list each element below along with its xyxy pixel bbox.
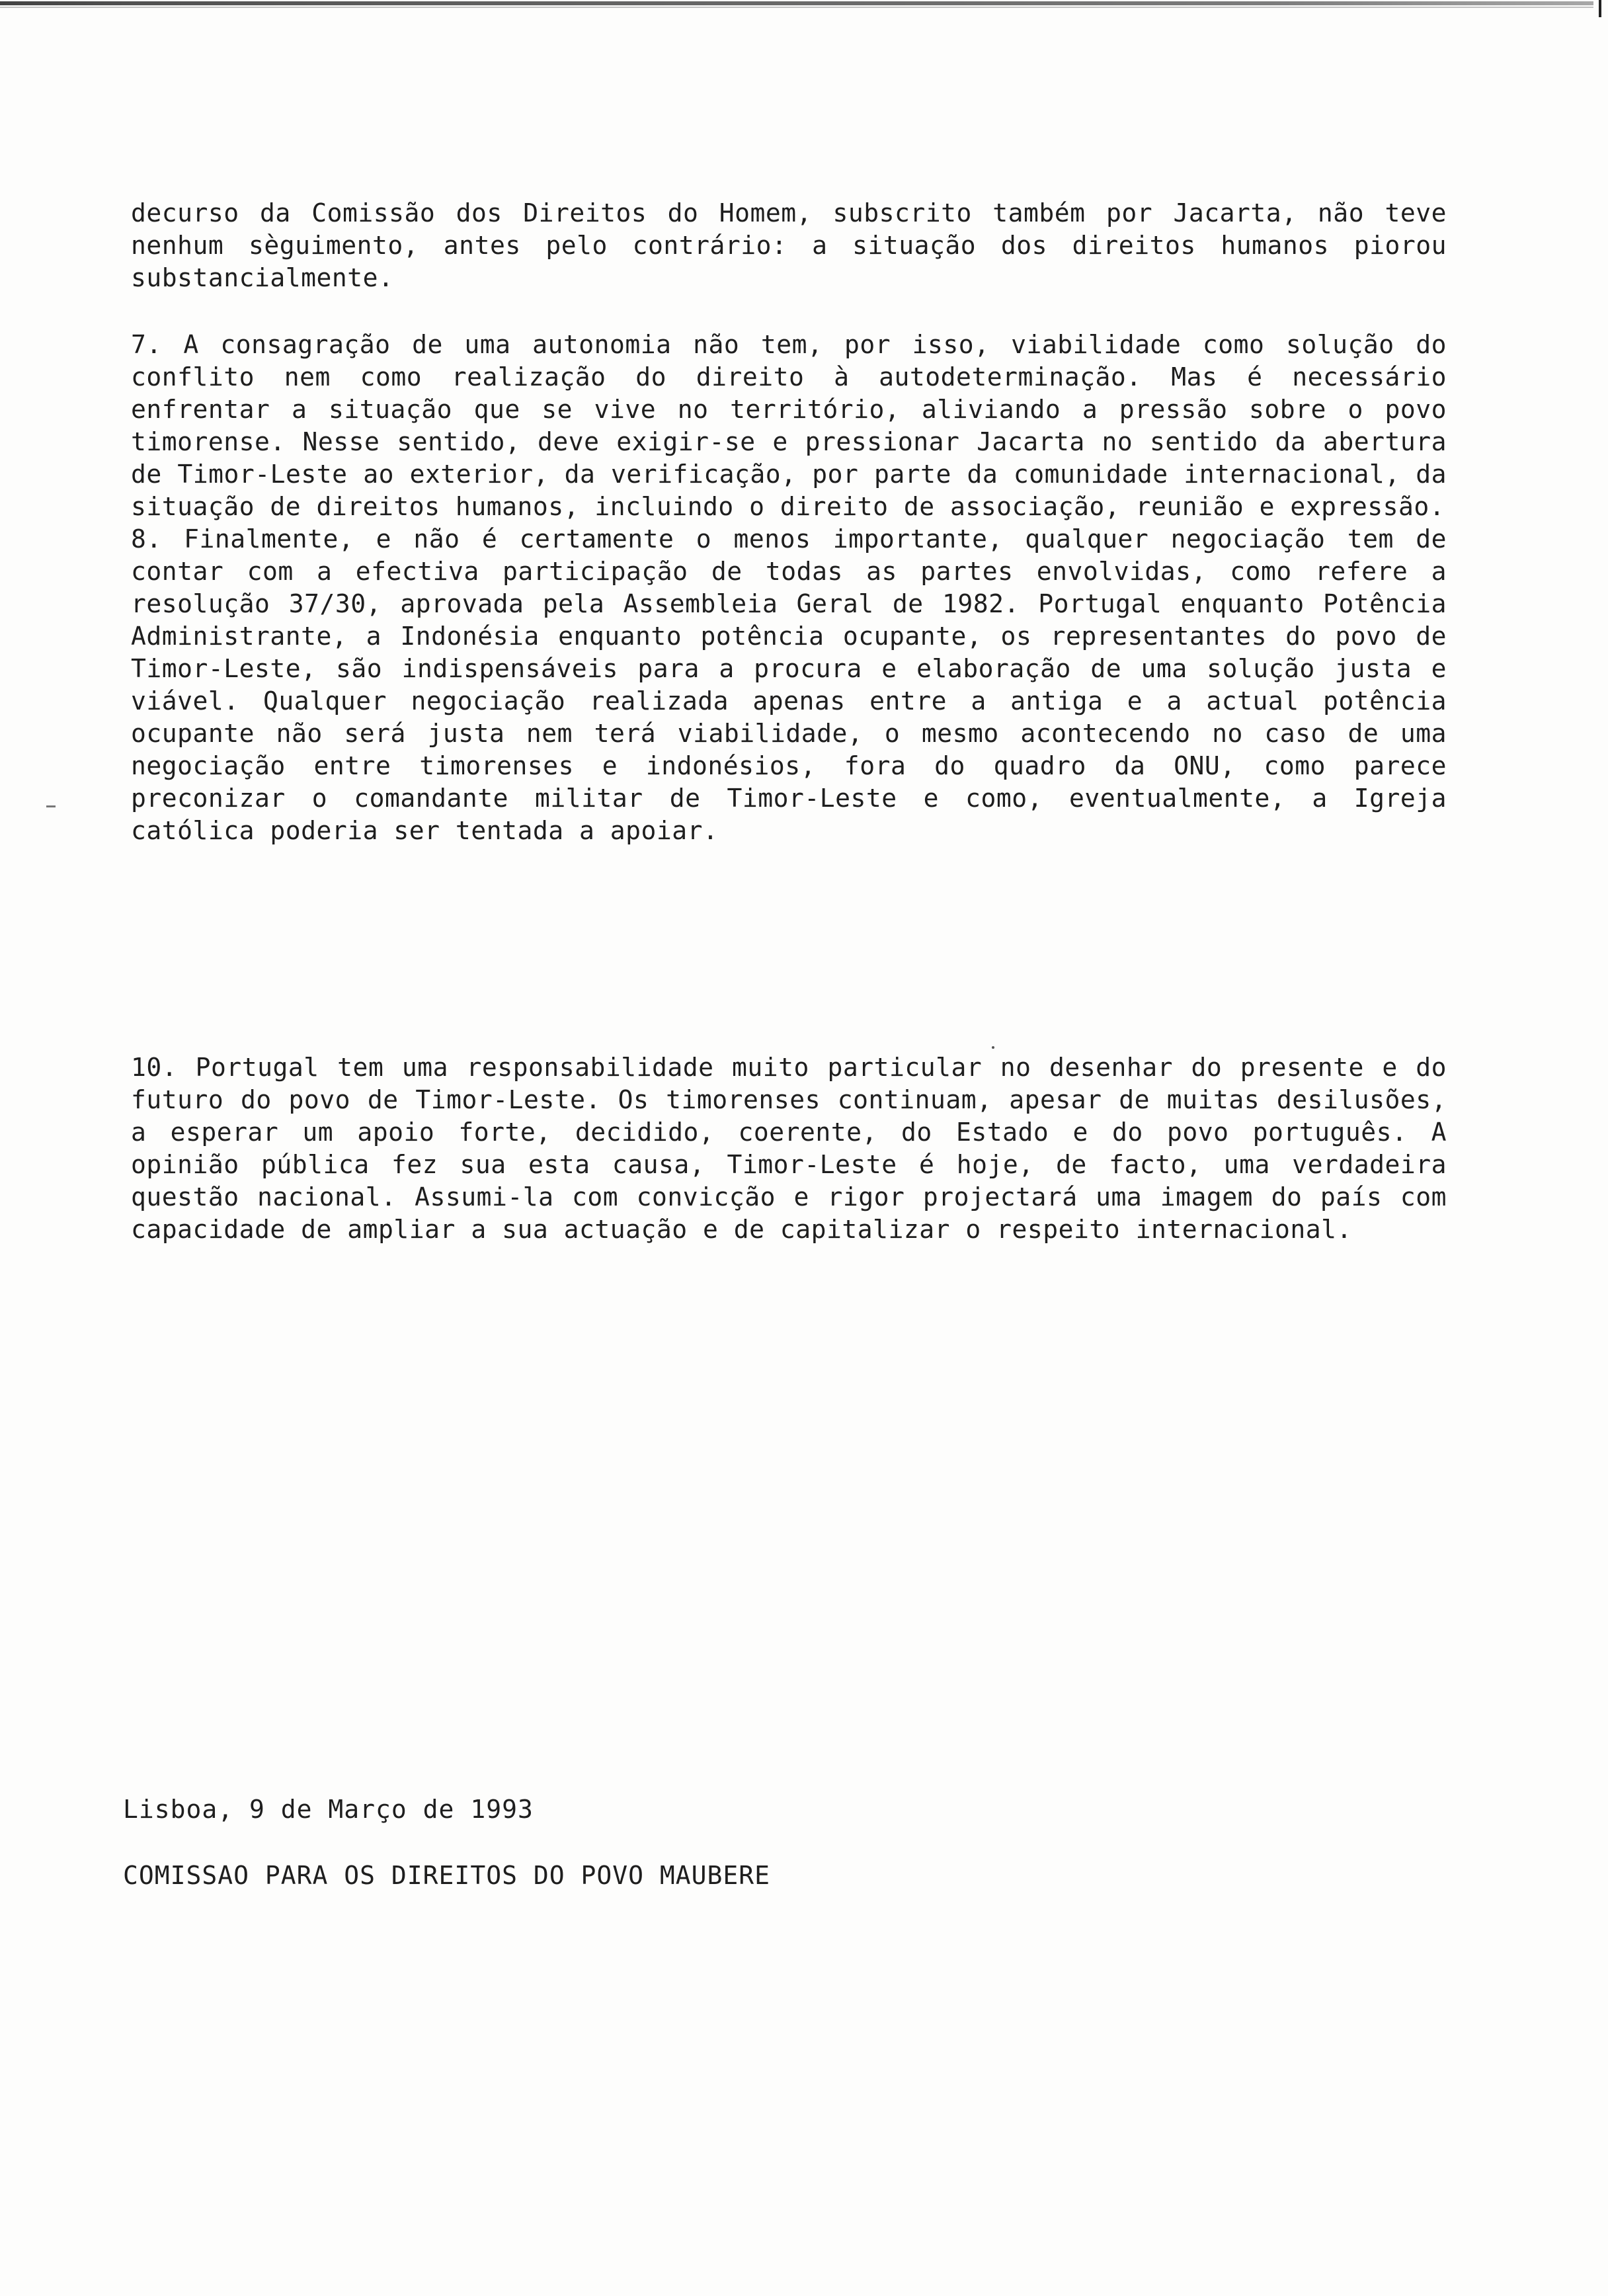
place-date: Lisboa, 9 de Março de 1993: [123, 1795, 534, 1824]
paragraph-10: 10. Portugal tem uma responsabilidade muito particular no desenhar do presente e do futuro do povo de Timor-Leste. Os timorenses continuam, apesar de muitas desilusões, a esperar um apoio forte, decidido, coerente, do Estado e do povo português. A opinião pública fez sua esta causa, Timor-Leste é hoje, de facto, uma verdadeira questão nacional. Assumi-la com convicção e rigor projectará uma imagem do país com capacidade de ampliar a sua actuação e de capitalizar o respeito internacional.: [131, 1053, 1447, 1244]
top-scan-rule-thin: [0, 7, 1593, 8]
paragraph-7: 7. A consagração de uma autonomia não tem, por isso, viabilidade como solução do conflito nem como realização do direito à autodeterminação. Mas é necessário enfrentar a situação que se vive no território, aliviando a pressão sobre o povo timorense. Nesse sentido, deve exigir-se e pressionar Jacarta no sentido da abertura de Timor-Leste ao exterior, da verificação, por parte da comunidade internacional, da situação de direitos humanos, incluindo o direito de associação, reunião e expressão.: [131, 330, 1447, 521]
paragraph-continued-block: [131, 197, 1447, 294]
paragraph-8: 8. Finalmente, e não é certamente o menos importante, qualquer negociação tem de contar com a efectiva participação de todas as partes envolvidas, como refere a resolução 37/30, aprovada pela Assembleia Geral de 1982. Portugal enquanto Potência Administrante, a Indonésia enquanto potência ocupante, os representantes do povo de Timor-Leste, são indispensáveis para a procura e elaboração de uma solução justa e viável. Qualquer negociação realizada apenas entre a antiga e a actual potência ocupante não será justa nem terá viabilidade, o mesmo acontecendo no caso de uma negociação entre timorenses e indonésios, fora do quadro da ONU, como parece preconizar o comandante militar de Timor-Leste e como, eventualmente, a Igreja católica poderia ser tentada a apoiar.: [131, 524, 1447, 845]
margin-mark: [46, 805, 56, 807]
top-scan-rule: [0, 1, 1593, 5]
scan-speck: [992, 1046, 994, 1049]
signatory-organization: COMISSAO PARA OS DIREITOS DO POVO MAUBERE: [123, 1861, 770, 1890]
paragraphs-7-8-block: [131, 329, 1447, 847]
paragraph-continued: decurso da Comissão dos Direitos do Homem, subscrito também por Jacarta, não teve nenhum sèguimento, antes pelo contrário: a situação dos direitos humanos piorou substancialmente.: [131, 198, 1447, 292]
paragraph-10-block: [131, 1051, 1447, 1246]
right-edge-mark: [1599, 0, 1601, 17]
